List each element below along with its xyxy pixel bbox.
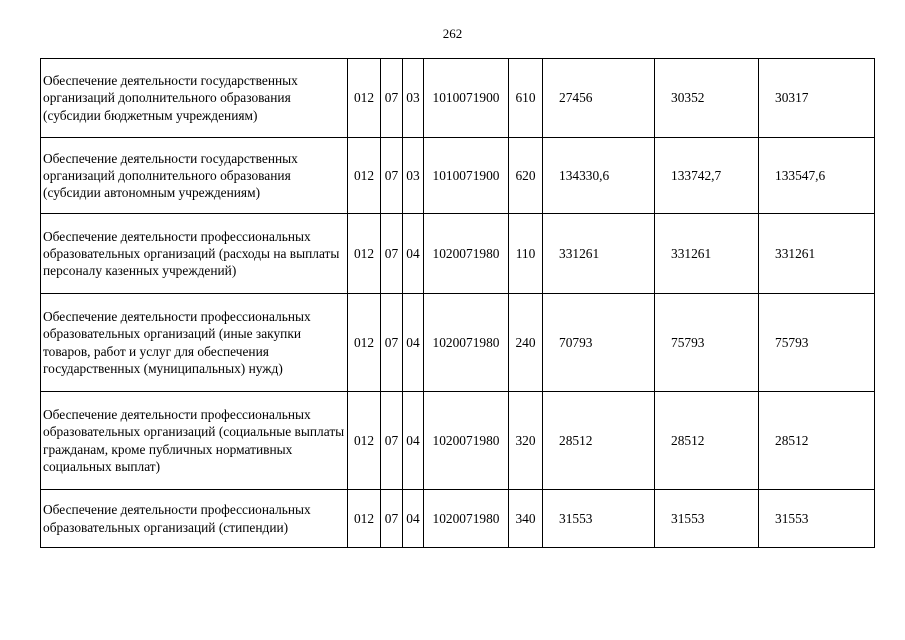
- expense-type-code: 340: [509, 490, 543, 548]
- ministry-code: 012: [348, 59, 381, 138]
- subsection-code: 04: [403, 294, 424, 392]
- row-description: Обеспечение деятельности профессиональных образовательных организаций (социальные выплаты гражданам, кроме публичных нормативных социальных выплат): [41, 392, 348, 490]
- table-row: [41, 59, 875, 138]
- subsection-code: 04: [403, 490, 424, 548]
- amount-year-2: 133742,7: [655, 138, 759, 214]
- amount-year-3: 331261: [759, 214, 875, 294]
- ministry-code: 012: [348, 392, 381, 490]
- amount-year-2: 331261: [655, 214, 759, 294]
- expense-type-code: 110: [509, 214, 543, 294]
- amount-year-3: 133547,6: [759, 138, 875, 214]
- amount-year-1: 134330,6: [543, 138, 655, 214]
- row-description: Обеспечение деятельности государственных организаций дополнительного образования (субсидии бюджетным учреждениям): [41, 59, 348, 138]
- section-code: 07: [381, 294, 403, 392]
- amount-year-1: 27456: [543, 59, 655, 138]
- ministry-code: 012: [348, 294, 381, 392]
- ministry-code: 012: [348, 214, 381, 294]
- target-article-code: 1020071980: [424, 392, 509, 490]
- section-code: 07: [381, 138, 403, 214]
- budget-table: [40, 58, 875, 548]
- target-article-code: 1020071980: [424, 214, 509, 294]
- target-article-code: 1020071980: [424, 294, 509, 392]
- row-description: Обеспечение деятельности профессиональных образовательных организаций (иные закупки товаров, работ и услуг для обеспечения государственных (муниципальных) нужд): [41, 294, 348, 392]
- table-row: [41, 214, 875, 294]
- amount-year-3: 28512: [759, 392, 875, 490]
- expense-type-code: 610: [509, 59, 543, 138]
- section-code: 07: [381, 392, 403, 490]
- subsection-code: 03: [403, 59, 424, 138]
- amount-year-2: 28512: [655, 392, 759, 490]
- amount-year-2: 75793: [655, 294, 759, 392]
- row-description: Обеспечение деятельности профессиональных образовательных организаций (стипендии): [41, 490, 348, 548]
- expense-type-code: 320: [509, 392, 543, 490]
- section-code: 07: [381, 490, 403, 548]
- subsection-code: 04: [403, 214, 424, 294]
- amount-year-2: 30352: [655, 59, 759, 138]
- amount-year-3: 75793: [759, 294, 875, 392]
- table-row: [41, 294, 875, 392]
- amount-year-3: 31553: [759, 490, 875, 548]
- amount-year-2: 31553: [655, 490, 759, 548]
- target-article-code: 1010071900: [424, 138, 509, 214]
- expense-type-code: 620: [509, 138, 543, 214]
- target-article-code: 1020071980: [424, 490, 509, 548]
- amount-year-3: 30317: [759, 59, 875, 138]
- section-code: 07: [381, 214, 403, 294]
- row-description: Обеспечение деятельности профессиональных образовательных организаций (расходы на выплаты персоналу казенных учреждений): [41, 214, 348, 294]
- ministry-code: 012: [348, 138, 381, 214]
- amount-year-1: 70793: [543, 294, 655, 392]
- amount-year-1: 331261: [543, 214, 655, 294]
- ministry-code: 012: [348, 490, 381, 548]
- amount-year-1: 28512: [543, 392, 655, 490]
- target-article-code: 1010071900: [424, 59, 509, 138]
- expense-type-code: 240: [509, 294, 543, 392]
- page-number: 262: [442, 26, 463, 41]
- subsection-code: 04: [403, 392, 424, 490]
- subsection-code: 03: [403, 138, 424, 214]
- section-code: 07: [381, 59, 403, 138]
- table-row: [41, 138, 875, 214]
- row-description: Обеспечение деятельности государственных организаций дополнительного образования (субсидии автономным учреждениям): [41, 138, 348, 214]
- table-row: [41, 490, 875, 548]
- amount-year-1: 31553: [543, 490, 655, 548]
- table-row: [41, 392, 875, 490]
